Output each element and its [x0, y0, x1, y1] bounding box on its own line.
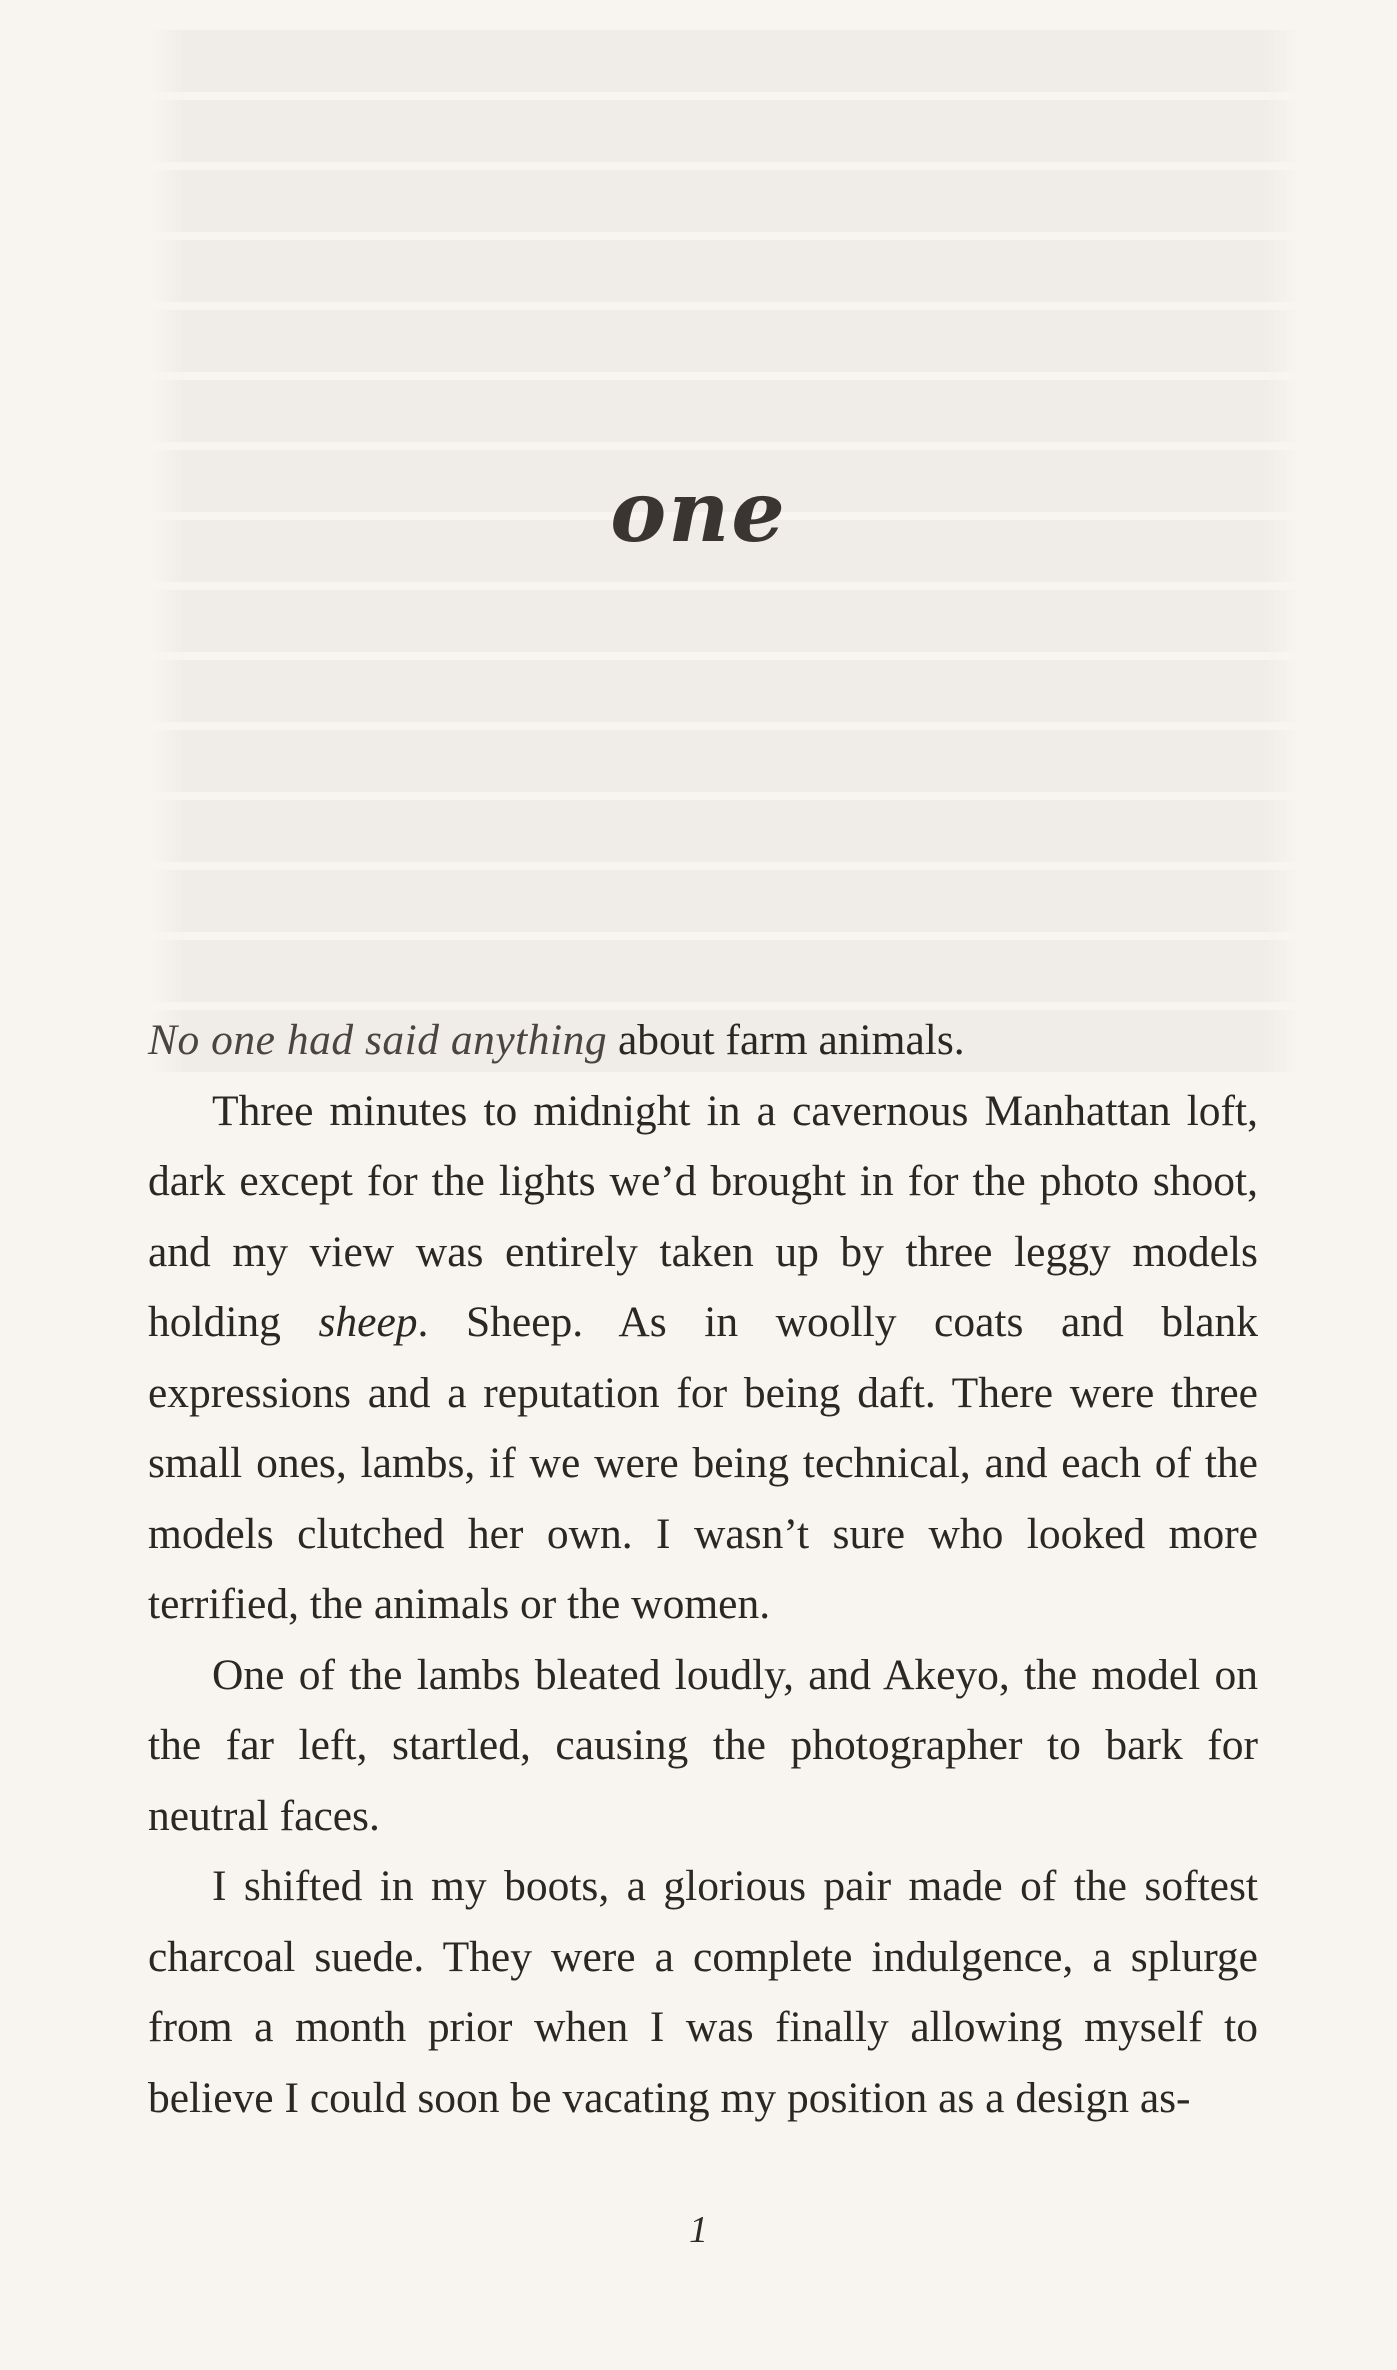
paragraph-1-text: about farm animals.	[607, 1016, 965, 1064]
paragraph-2-before: Three minutes to midnight in a cavernous Manhattan loft, dark except for the lights we’d brought in for the photo shoot, and my view was entirely taken up by three leggy models holding	[148, 1086, 1258, 1346]
paragraph-2-after: . Sheep. As in woolly coats and blank expressions and a reputation for being daft. There were three small ones, lambs, if we were being technical, and each of the models clutched her own. I wasn’t sure who looked more terrified, the animals or the women.	[148, 1298, 1258, 1628]
lead-in-phrase: No one had said anything	[148, 1016, 608, 1064]
paragraph-2	[148, 1076, 1258, 1640]
paragraph-4: I shifted in my boots, a glorious pair made of the softest charcoal suede. They were a complete indulgence, a splurge from a month prior when I was finally allowing myself to believe I could soon be vacating my position as a design as-	[148, 1862, 1258, 2122]
chapter-body	[148, 1005, 1258, 2133]
paragraph-2-emphasis: sheep	[318, 1298, 418, 1346]
chapter-title: one	[610, 462, 787, 561]
paragraph-3: One of the lambs bleated loudly, and Akeyo, the model on the far left, startled, causing the photographer to bark for neutral faces.	[148, 1650, 1258, 1840]
paragraph-1	[148, 1005, 1258, 1076]
bleed-through-texture	[150, 30, 1300, 1110]
page-number: 1	[689, 2209, 708, 2251]
